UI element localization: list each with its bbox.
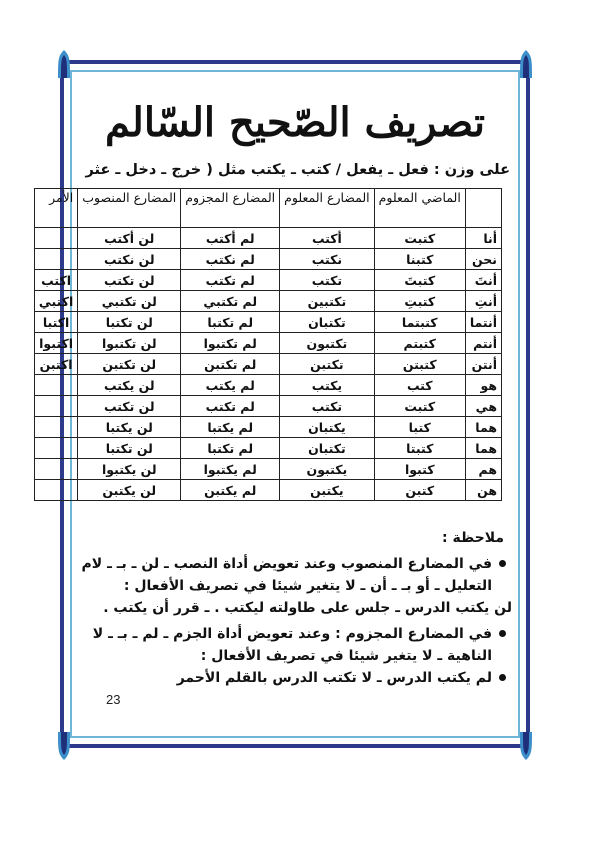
table-header-cell: الماضي المعلوم [374, 189, 465, 228]
pronoun-cell: أنتم [465, 333, 501, 354]
table-cell: كتبتم [374, 333, 465, 354]
table-cell: يكتبن [280, 480, 375, 501]
table-cell [34, 459, 77, 480]
table-cell: لن تكتبا [78, 312, 181, 333]
bullet-icon [499, 630, 506, 637]
table-cell: لن تكتبوا [78, 333, 181, 354]
notes-list [80, 623, 510, 689]
table-cell: يكتبان [280, 417, 375, 438]
bullet-icon [499, 560, 506, 567]
table-cell [34, 417, 77, 438]
table-cell: كتبنا [374, 249, 465, 270]
table-cell: كتبوا [374, 459, 465, 480]
list-item [80, 553, 492, 597]
note-text: في المضارع المجزوم : وعند تعويض أداة الجزم ـ لم ـ بـ ـ لا الناهية ـ لا يتغير شيئا في تصريف الأفعال : [92, 626, 492, 664]
table-cell: لن تكتبن [78, 354, 181, 375]
table-cell: لن نكتب [78, 249, 181, 270]
table-cell: لم نكتب [181, 249, 280, 270]
table-cell: تكتبين [280, 291, 375, 312]
pronoun-cell: نحن [465, 249, 501, 270]
table-cell: لم يكتبا [181, 417, 280, 438]
table-row [34, 228, 501, 249]
table-row [34, 354, 501, 375]
table-cell: لن يكتب [78, 375, 181, 396]
table-cell: اكتب [34, 270, 77, 291]
table-cell: لن تكتبي [78, 291, 181, 312]
corner-ornament-icon [518, 50, 534, 78]
pronoun-cell: أنا [465, 228, 501, 249]
table-cell [34, 396, 77, 417]
corner-ornament-icon [56, 732, 72, 760]
table-cell: لم تكتبن [181, 354, 280, 375]
table-row [34, 312, 501, 333]
note-text: لم يكتب الدرس ـ لا تكتب الدرس بالقلم الأحمر [176, 670, 492, 686]
page-title: تصريف الصّحيح السّالم [105, 99, 485, 146]
pronoun-cell: هن [465, 480, 501, 501]
pronoun-cell: هم [465, 459, 501, 480]
table-cell: تكتبون [280, 333, 375, 354]
subtitle: على وزن : فعل ـ يفعل / كتب ـ يكتب مثل ( خرج ـ دخل ـ عثر [85, 162, 510, 178]
table-cell: تكتبان [280, 438, 375, 459]
pronoun-cell: هما [465, 438, 501, 459]
table-header-cell [465, 189, 501, 228]
table-header-cell: المضارع المعلوم [280, 189, 375, 228]
table-row [34, 480, 501, 501]
bullet-icon [499, 674, 506, 681]
table-cell [34, 375, 77, 396]
table-cell: كتبتا [374, 438, 465, 459]
list-item [80, 623, 492, 667]
table-cell [34, 228, 77, 249]
table-cell: كتبت [374, 228, 465, 249]
corner-ornament-icon [518, 732, 534, 760]
pronoun-cell: أنتن [465, 354, 501, 375]
table-row [34, 291, 501, 312]
note-example: لن يكتب الدرس ـ جلس على طاولته ليكتب . ـ قرر أن يكتب . [103, 600, 512, 616]
page-content [38, 78, 512, 689]
table-cell: كتبتَ [374, 270, 465, 291]
table-cell [34, 249, 77, 270]
table-cell: تكتبان [280, 312, 375, 333]
table-cell: لم يكتبوا [181, 459, 280, 480]
pronoun-cell: أنتَ [465, 270, 501, 291]
table-cell: لم تكتبوا [181, 333, 280, 354]
note-text: في المضارع المنصوب وعند تعويض أداة النصب ـ لن ـ بـ ـ لام التعليل ـ أو بـ ـ أن ـ لا يتغير شيئا في تصريف الأفعال : [81, 556, 492, 594]
table-cell: لم تكتبا [181, 438, 280, 459]
table-cell: تكتب [280, 270, 375, 291]
table-row [34, 417, 501, 438]
table-cell: لم يكتبن [181, 480, 280, 501]
table-header-cell: الأمر [34, 189, 77, 228]
table-cell: تكتب [280, 396, 375, 417]
pronoun-cell: هي [465, 396, 501, 417]
table-cell: لن تكتبا [78, 438, 181, 459]
table-cell: اكتبوا [34, 333, 77, 354]
table-cell: لم أكتب [181, 228, 280, 249]
list-item [80, 667, 492, 689]
page-number: 23 [106, 692, 121, 707]
notes-heading: ملاحظة : [442, 530, 504, 546]
table-cell: لم تكتبي [181, 291, 280, 312]
table-cell: يكتب [280, 375, 375, 396]
table-cell: كتبا [374, 417, 465, 438]
table-cell: كتب [374, 375, 465, 396]
table-cell: كتبتما [374, 312, 465, 333]
table-row [34, 375, 501, 396]
table-cell: لم تكتبا [181, 312, 280, 333]
table-cell: لم يكتب [181, 375, 280, 396]
table-row [34, 459, 501, 480]
pronoun-cell: هو [465, 375, 501, 396]
table-row [34, 396, 501, 417]
table-cell: لن يكتبن [78, 480, 181, 501]
table-cell: اكتبن [34, 354, 77, 375]
pronoun-cell: هما [465, 417, 501, 438]
table-cell: لن يكتبا [78, 417, 181, 438]
table-row [34, 270, 501, 291]
table-cell: لن تكتب [78, 396, 181, 417]
table-row [34, 333, 501, 354]
table-cell: اكتبا [34, 312, 77, 333]
table-row [34, 249, 501, 270]
table-cell: لم تكتب [181, 270, 280, 291]
table-cell: كتبت [374, 396, 465, 417]
table-cell: كتبتِ [374, 291, 465, 312]
table-cell: أكتب [280, 228, 375, 249]
table-cell [34, 480, 77, 501]
table-cell: كتبن [374, 480, 465, 501]
table-cell: يكتبون [280, 459, 375, 480]
table-header-cell: المضارع المنصوب [78, 189, 181, 228]
table-cell: اكتبي [34, 291, 77, 312]
table-cell: لن أكتب [78, 228, 181, 249]
table-header-cell: المضارع المجزوم [181, 189, 280, 228]
notes-list [80, 553, 510, 597]
corner-ornament-icon [56, 50, 72, 78]
table-cell: لم تكتب [181, 396, 280, 417]
table-cell: لن يكتبوا [78, 459, 181, 480]
table-cell: نكتب [280, 249, 375, 270]
table-cell: كتبتن [374, 354, 465, 375]
notes-section [80, 527, 510, 689]
table-body [34, 228, 501, 501]
table-cell: لن تكتب [78, 270, 181, 291]
table-cell: تكتبن [280, 354, 375, 375]
table-header-row [34, 189, 501, 228]
table-row [34, 438, 501, 459]
conjugation-table [34, 188, 502, 501]
pronoun-cell: أنتِ [465, 291, 501, 312]
pronoun-cell: أنتما [465, 312, 501, 333]
table-cell [34, 438, 77, 459]
